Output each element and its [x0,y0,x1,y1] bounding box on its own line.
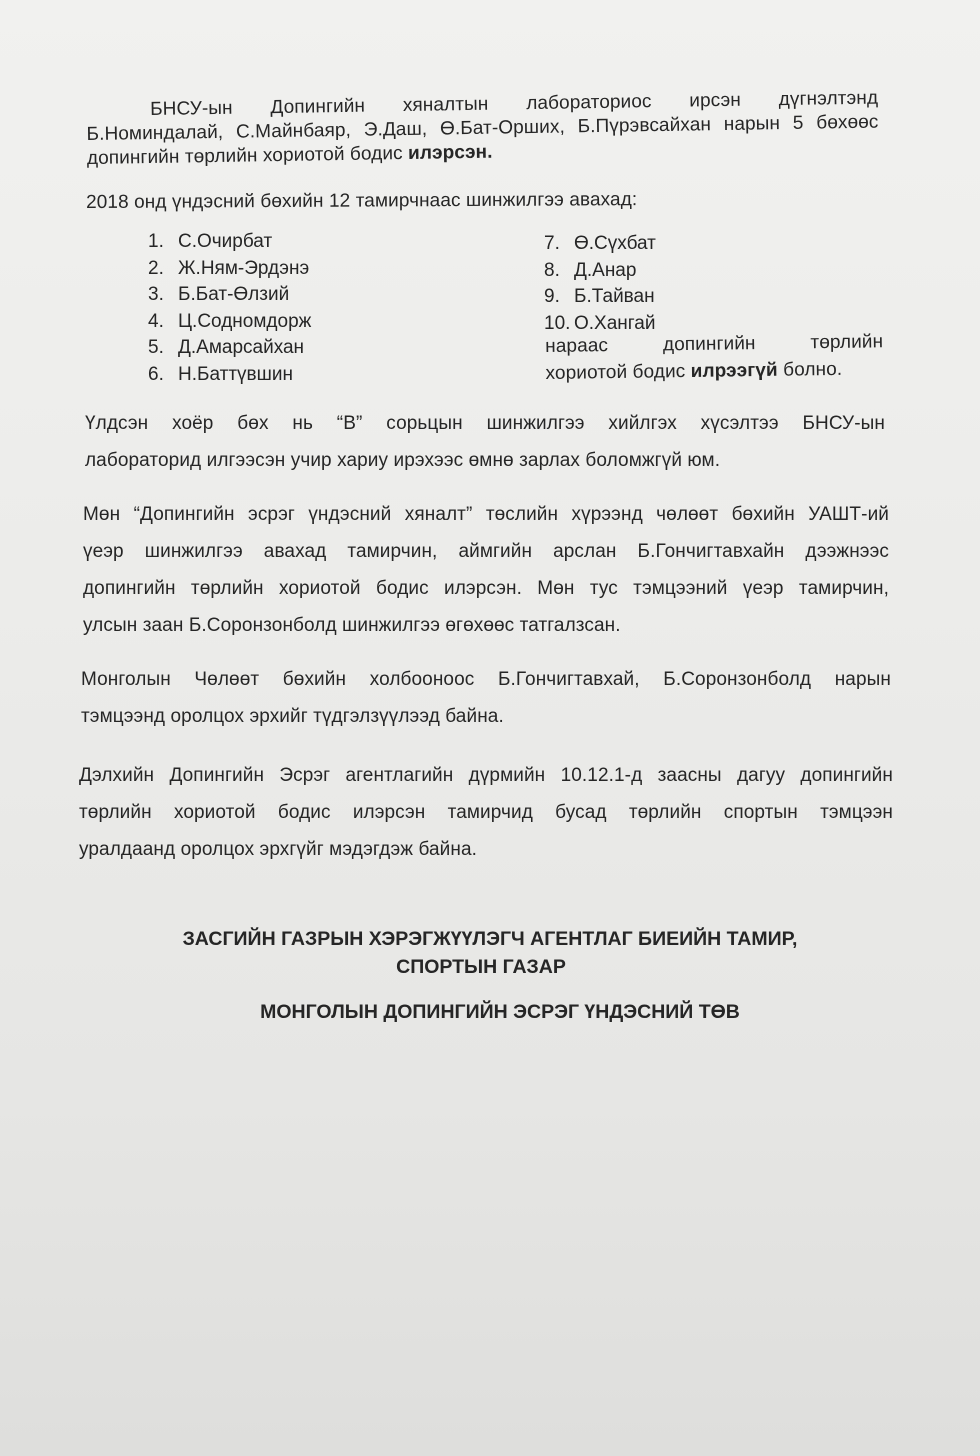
list-item: 8. Д.Анар [544,259,637,281]
athletes-right-list [544,231,656,337]
intro-line-2: Б.Номиндалай, С.Майнбаяр, Э.Даш, Ө.Бат-Орших, Б.Пүрэвсайхан нарын 5 бөхөөс [86,111,879,145]
list-item: 6. Н.Баттүвшин [148,363,293,385]
signature-org-1: ЗАСГИЙН ГАЗРЫН ХЭРЭГЖҮҮЛЭГЧ АГЕНТЛАГ БИЕИЙН ТАМИР, СПОРТЫН ГАЗАР [182,928,798,978]
list-item: 1. С.Очирбат [148,231,273,252]
list-item: 2. Ж.Ням-Эрдэнэ [148,257,310,279]
intro-line-3: допингийн төрлийн хориотой бодис илэрсэн. [86,141,493,169]
negative-note [545,328,884,387]
negative-note-line-2: хориотой бодис илрээгүй болно. [545,358,843,384]
list-item: 9. Б.Тайван [544,286,655,307]
wada-paragraph: Дэлхийн Допингийн Эсрэг агентлагийн дүрмийн 10.12.1-д заасны дагуу допингийн төрлийн хориотой бодис илэрсэн тамирчид бусад төрлийн спортын тэмцээн уралдаанд оролцох эрхгүйг мэдэгдэж байна. [79,765,893,860]
sample-intro: 2018 онд үндэсний бөхийн 12 тамирчнаас шинжилгээ авахад: [86,189,638,213]
suspension-paragraph: Монголын Чөлөөт бөхийн холбооноос Б.Гончигтавхай, Б.Соронзонболд нарын тэмцээнд оролцох эрхийг түдгэлзүүлээд байна. [81,669,891,727]
free-wrestling-paragraph: Мөн “Допингийн эсрэг үндэсний хяналт” төслийн хүрээнд чөлөөт бөхийн УАШТ-ий үеэр шинжилгээ авахад тамирчин, аймгийн арслан Б.Гончигтавхайн дээжнээс допингийн төрлийн хориотой бодис илэрсэн. Мөн тус тэмцээний үеэр тамирчин, улсын заан Б.Соронзонболд шинжилгээ өгөхөөс татгалзсан. [83,504,889,636]
athletes-left-list [148,229,311,388]
list-item: 7. Ө.Сүхбат [544,233,656,254]
negative-note-line-1: нараас допингийн төрлийн [545,331,884,357]
intro-paragraph [86,88,879,170]
list-item: 4. Ц.Содномдорж [148,310,312,332]
intro-line-1: БНСУ-ын Допингийн хяналтын лабораториос ирсэн дүгнэлтэнд [149,87,879,120]
list-item: 10. О.Хангай [544,312,656,334]
b-sample-paragraph: Үлдсэн хоёр бөх нь “В” сорьцын шинжилгээ хийлгэх хүсэлтээ БНСУ-ын лабораторид илгээсэн учир хариу ирэхээс өмнө зарлах боломжгүй юм. [85,413,885,471]
list-item: 5. Д.Амарсайхан [148,337,305,358]
signature-org-2: МОНГОЛЫН ДОПИНГИЙН ЭСРЭГ ҮНДЭСНИЙ ТӨВ [260,1001,740,1023]
list-item: 3. Б.Бат-Өлзий [148,284,290,305]
